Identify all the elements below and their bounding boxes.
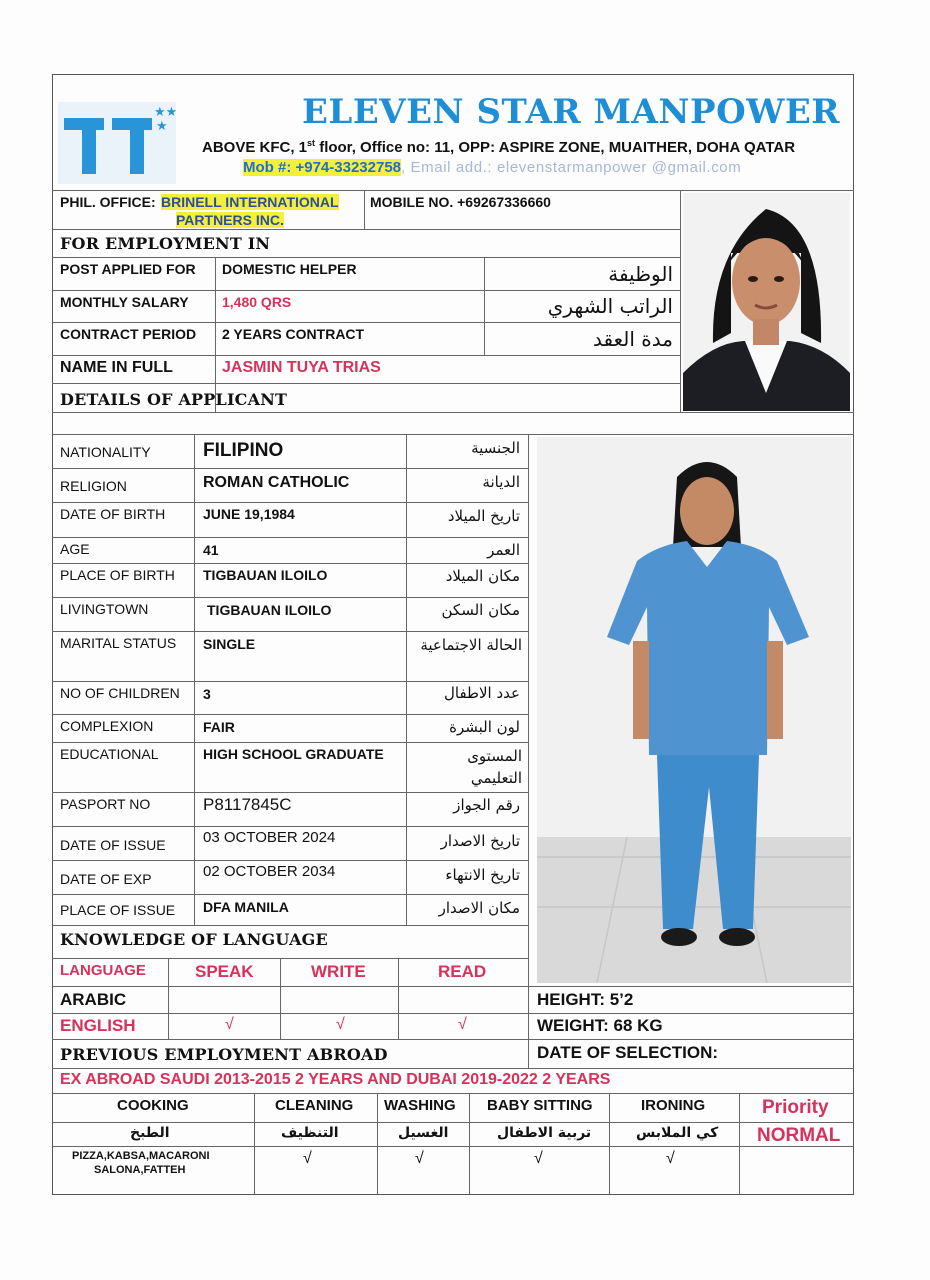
issue-date-value: 03 OCTOBER 2024 [203, 829, 336, 846]
contract-arabic: مدة العقد [593, 327, 673, 351]
details-section-title: DETAILS OF APPLICANT [60, 390, 288, 409]
issue-place-value: DFA MANILA [203, 899, 289, 915]
passport-arabic: رقم الجواز [453, 796, 520, 814]
nationality-arabic: الجنسية [471, 439, 520, 457]
english-speak-check: √ [225, 1016, 234, 1033]
cooking-detail-1: PIZZA,KABSA,MACARONI [72, 1150, 210, 1162]
salary-label: MONTHLY SALARY [60, 294, 189, 310]
ironing-header: IRONING [641, 1097, 706, 1114]
livingtown-arabic: مكان السكن [441, 601, 520, 619]
company-title: ELEVEN STAR MANPOWER [302, 92, 841, 132]
religion-arabic: الديانة [482, 473, 520, 491]
issue-date-arabic: تاريخ الاصدار [440, 832, 520, 850]
livingtown-label: LIVINGTOWN [60, 601, 149, 617]
phil-office-name-1: BRINELL INTERNATIONAL [161, 194, 339, 210]
complexion-value: FAIR [203, 719, 235, 735]
language-header: LANGUAGE [60, 962, 146, 979]
livingtown-value: TIGBAUAN ILOILO [207, 602, 332, 618]
passport-value: P8117845C [203, 795, 292, 814]
babysitting-arabic: تربية الاطفال [497, 1125, 592, 1141]
write-header: WRITE [311, 962, 366, 981]
english-language-label: ENGLISH [60, 1016, 136, 1035]
exp-date-value: 02 OCTOBER 2034 [203, 863, 336, 880]
svg-text:★★: ★★ [154, 105, 176, 120]
complexion-label: COMPLEXION [60, 718, 154, 734]
pob-label: PLACE OF BIRTH [60, 567, 175, 583]
education-value: HIGH SCHOOL GRADUATE [203, 746, 384, 762]
selection-date-label: DATE OF SELECTION: [537, 1043, 719, 1062]
cooking-header: COOKING [117, 1097, 189, 1114]
post-value: DOMESTIC HELPER [222, 261, 357, 277]
issue-date-label: DATE OF ISSUE [60, 837, 166, 853]
priority-label: Priority [762, 1097, 829, 1118]
phil-office-label: PHIL. OFFICE: [60, 194, 156, 210]
babysitting-header: BABY SITTING [487, 1097, 593, 1114]
phil-office-name-2: PARTNERS INC. [176, 212, 284, 228]
name-value: JASMIN TUYA TRIAS [222, 359, 381, 376]
marital-arabic: الحالة الاجتماعية [420, 636, 522, 654]
cooking-arabic: الطبخ [130, 1125, 170, 1141]
nationality-value: FILIPINO [203, 440, 284, 461]
priority-value: NORMAL [757, 1125, 841, 1146]
nationality-label: NATIONALITY [60, 444, 151, 460]
washing-header: WASHING [384, 1097, 456, 1114]
cooking-detail-2: SALONA,FATTEH [94, 1164, 186, 1176]
height-text: HEIGHT: 5’2 [537, 990, 634, 1009]
children-label: NO OF CHILDREN [60, 685, 180, 701]
english-write-check: √ [336, 1016, 345, 1033]
applicant-full-body-photo [537, 437, 851, 983]
religion-label: RELIGION [60, 478, 127, 494]
exp-date-arabic: تاريخ الانتهاء [445, 866, 520, 884]
company-address: ABOVE KFC, 1st floor, Office no: 11, OPP: ASPIRE ZONE, MUAITHER, DOHA QATAR [202, 138, 796, 156]
arabic-language-label: ARABIC [60, 990, 127, 1009]
language-section-title: KNOWLEDGE OF LANGUAGE [60, 930, 328, 949]
english-read-check: √ [458, 1016, 467, 1033]
salary-arabic: الراتب الشهري [547, 294, 673, 318]
issue-place-arabic: مكان الاصدار [438, 899, 520, 917]
office-mobile: MOBILE NO. +69267336660 [370, 194, 551, 210]
cleaning-arabic: التنظيف [281, 1125, 339, 1141]
passport-label: PASPORT NO [60, 796, 151, 812]
age-value: 41 [203, 542, 219, 558]
weight-text: WEIGHT: 68 KG [537, 1016, 663, 1035]
ironing-arabic: كي الملابس [636, 1125, 719, 1141]
religion-value: ROMAN CATHOLIC [203, 474, 350, 491]
svg-text:★: ★ [156, 119, 168, 134]
post-arabic: الوظيفة [608, 262, 673, 286]
name-label: NAME IN FULL [60, 359, 173, 376]
education-label: EDUCATIONAL [60, 746, 159, 762]
pob-value: TIGBAUAN ILOILO [203, 567, 328, 583]
washing-check: √ [415, 1150, 424, 1167]
applicant-portrait-photo [683, 193, 850, 411]
children-arabic: عدد الاطفال [444, 684, 520, 702]
contract-label: CONTRACT PERIOD [60, 326, 197, 342]
employment-section-title: FOR EMPLOYMENT IN [60, 234, 271, 253]
children-value: 3 [203, 686, 211, 702]
cleaning-check: √ [303, 1150, 312, 1167]
company-contact: Mob #: +974-33232758, Email add.: elevenstarmanpower @gmail.com [243, 159, 742, 176]
contract-value: 2 YEARS CONTRACT [222, 326, 365, 342]
exp-date-label: DATE OF EXP [60, 871, 152, 887]
pob-arabic: مكان الميلاد [445, 567, 520, 585]
dob-label: DATE OF BIRTH [60, 506, 166, 522]
marital-label: MARITAL STATUS [60, 635, 177, 651]
cleaning-header: CLEANING [275, 1097, 354, 1114]
education-arabic: المستوى التعليمي [467, 747, 522, 787]
issue-place-label: PLACE OF ISSUE [60, 902, 176, 918]
complexion-arabic: لون البشرة [449, 718, 520, 736]
marital-value: SINGLE [203, 636, 256, 652]
salary-value: 1,480 QRS [222, 294, 292, 310]
previous-section-title: PREVIOUS EMPLOYMENT ABROAD [60, 1045, 388, 1064]
age-label: AGE [60, 541, 90, 557]
dob-value: JUNE 19,1984 [203, 506, 295, 522]
babysitting-check: √ [534, 1150, 543, 1167]
ironing-check: √ [666, 1150, 675, 1167]
age-arabic: العمر [487, 541, 520, 559]
washing-arabic: الغسيل [398, 1125, 449, 1141]
dob-arabic: تاريخ الميلاد [447, 507, 520, 525]
read-header: READ [438, 962, 487, 981]
speak-header: SPEAK [195, 962, 254, 981]
post-label: POST APPLIED FOR [60, 261, 196, 277]
previous-employment-text: EX ABROAD SAUDI 2013-2015 2 YEARS AND DUBAI 2019-2022 2 YEARS [60, 1071, 611, 1088]
